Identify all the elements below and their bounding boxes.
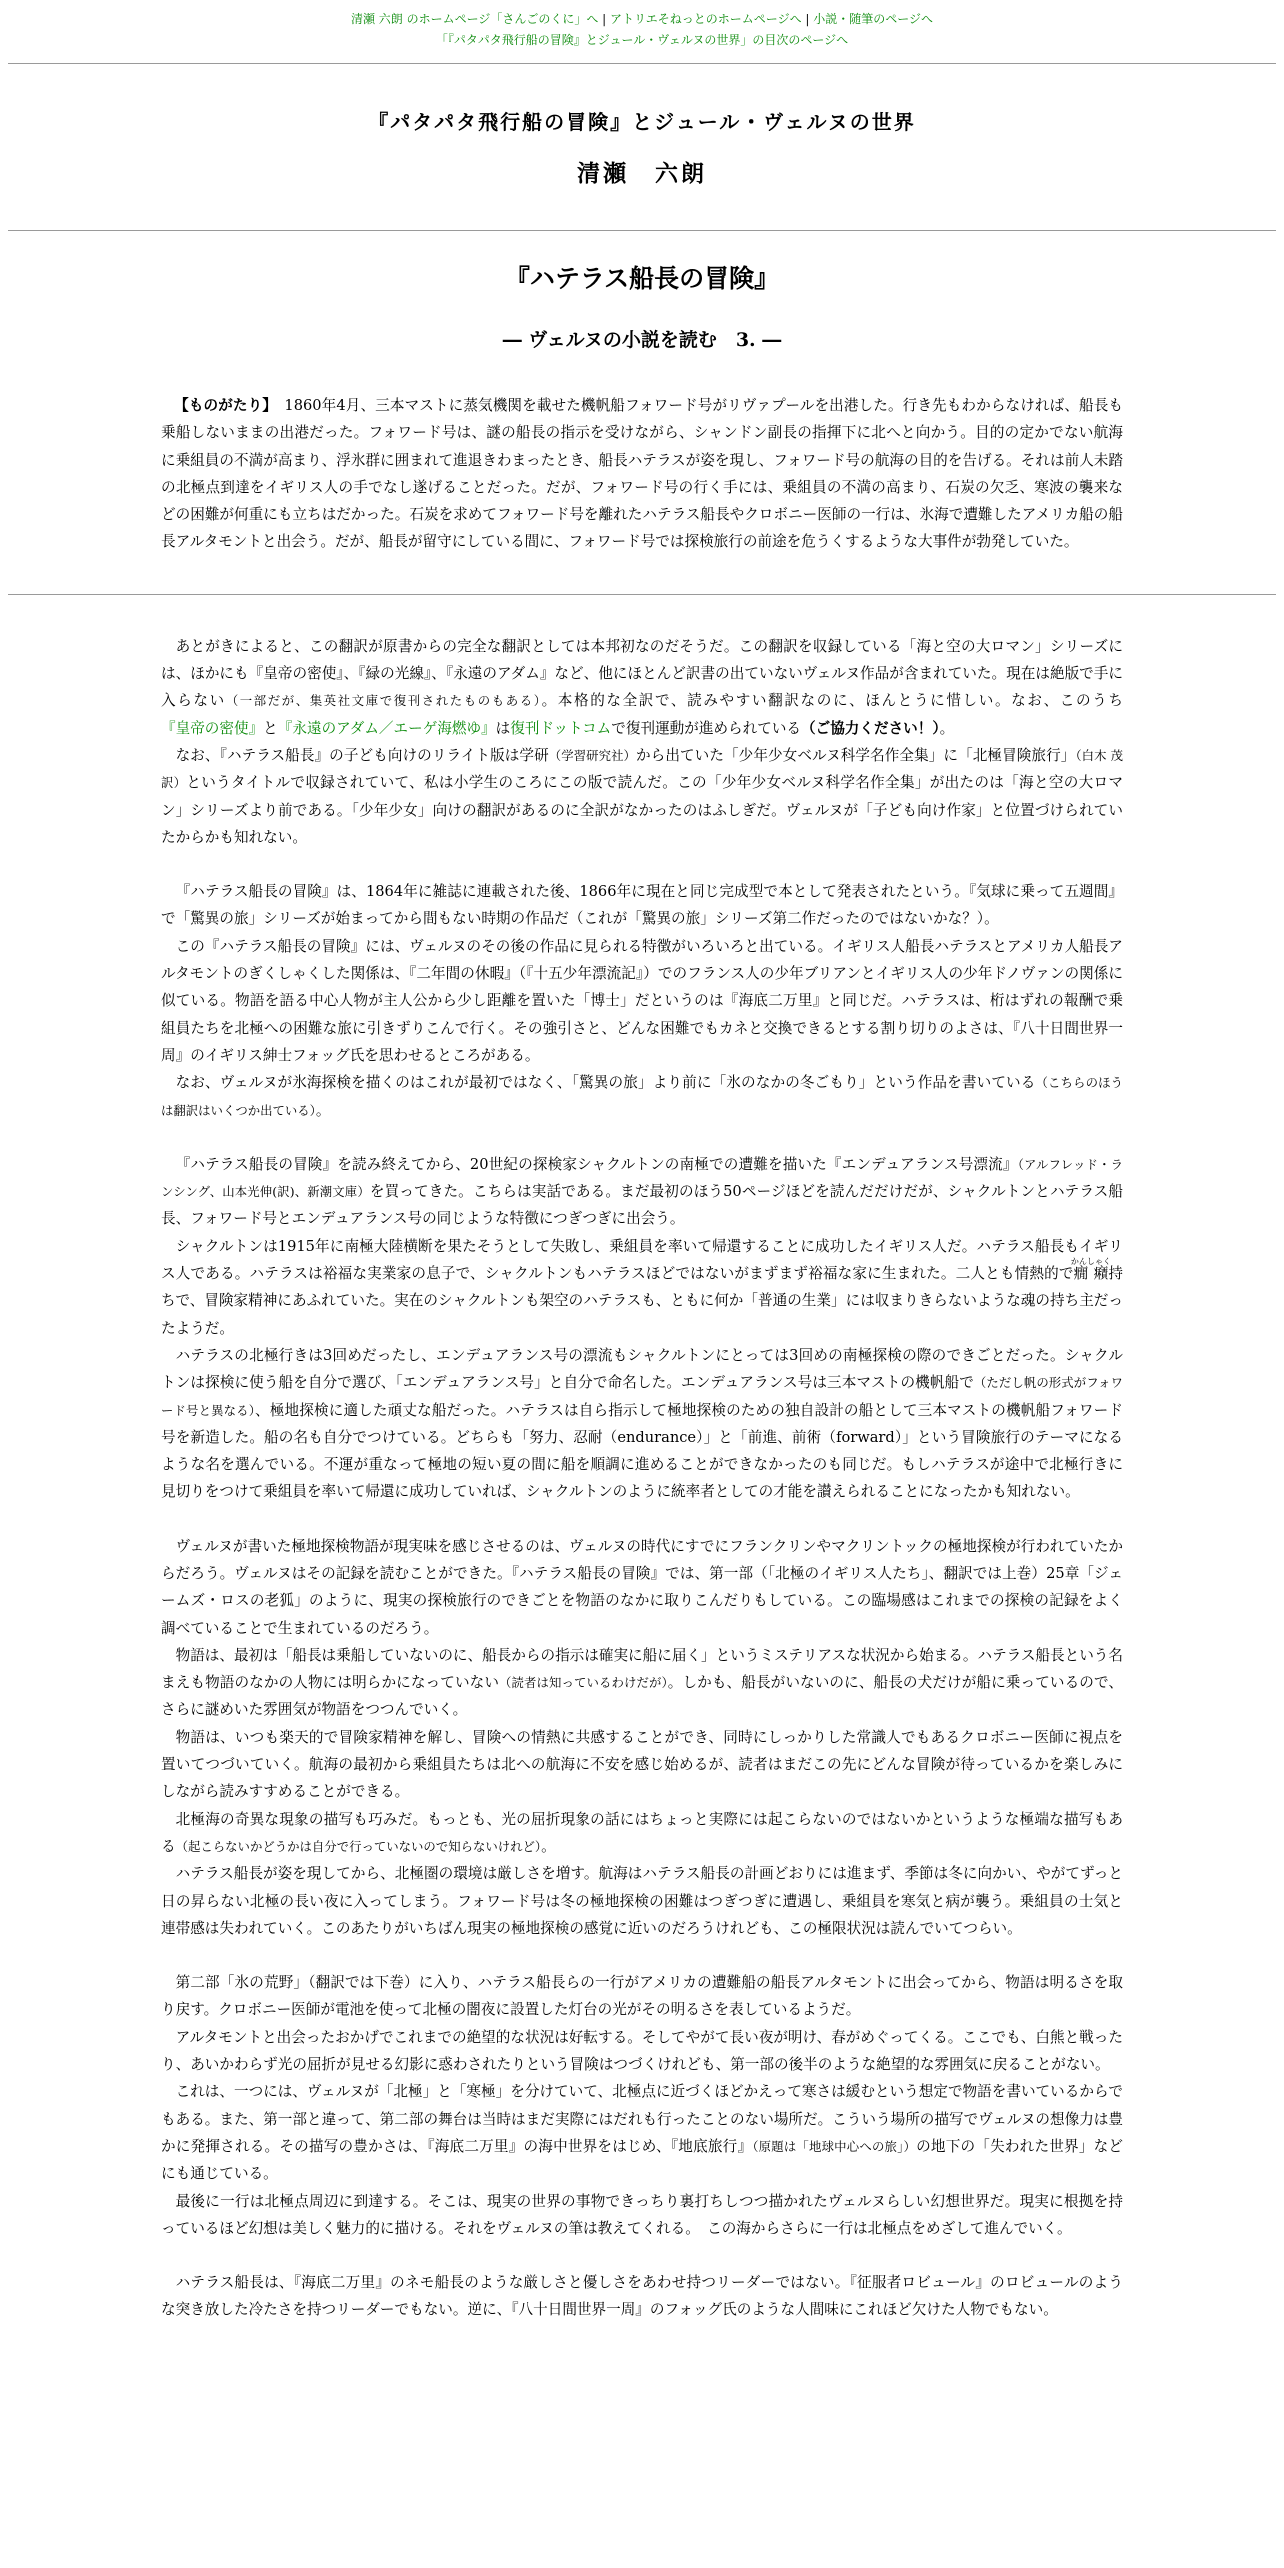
divider xyxy=(8,63,1276,64)
divider xyxy=(8,594,1276,595)
paragraph: なお、『ハテラス船長』の子ども向けのリライト版は学研（学習研究社）から出ていた「少年少女ベルヌ科学名作全集」に「北極冒険旅行」（白木 茂 訳）というタイトルで収録されていて、私は小学生のころにこの版で読んだ。この「少年少女ベルヌ科学名作全集」が出たのは「海と空の大ロマン」シリーズより前である。「少年少女」向けの翻訳があるのに全訳がなかったのはふしぎだ。ヴェルヌが「子ども向け作家」と位置づけられていたからかも知れない。 xyxy=(161,746,1124,846)
paragraph: これは、一つには、ヴェルヌが「北極」と「寒極」を分けていて、北極点に近づくほどかえって寒さは緩むという想定で物語を書いているからでもある。また、第一部と違って、第二部の舞台は当時はまだ実際にはだれも行ったことのない場所だ。こういう場所の描写でヴェルヌの想像力は豊かに発揮される。その描写の豊かさは、『海底二万里』の海中世界をはじめ、『地底旅行』（原題は「地球中心への旅」）の地下の「失われた世界」などにも通じている。 xyxy=(161,2083,1123,2183)
nav-line-2 xyxy=(0,30,1284,51)
story-label: 【ものがたり】 xyxy=(174,397,270,414)
series-title: 『パタパタ飛行船の冒険』とジュール・ヴェルヌの世界 xyxy=(368,110,916,134)
paragraph: ハテラス船長が姿を現してから、北極圏の環境は厳しさを増す。航海はハテラス船長の計画どおりには進まず、季節は冬に向かい、やがてずっと日の昇らない北極の長い夜に入ってしまう。フォワード号は冬の極地探検の困難はつぎつぎに遭遇し、乗組員を寒気と病が襲う。乗組員の士気と連帯感は失われていく。このあたりがいちばん現実の極地探検の感覚に近いのだろうけれども、この極限状況は読んでいてつらい。 xyxy=(161,1865,1123,1937)
table-of-contents-link[interactable]: 「『パタパタ飛行船の冒険』とジュール・ヴェルヌの世界」の目次のページへ xyxy=(435,33,849,47)
nav-line-1 xyxy=(0,9,1284,30)
paragraph: ハテラス船長は、『海底二万里』のネモ船長のような厳しさと優しさをあわせ持つリーダーではない。『征服者ロビュール』のロビュールのような突き放した冷たさを持つリーダーでもない。逆に、『八十日間世界一周』のフォッグ氏のような人間味にこれほど欠けた人物でもない。 xyxy=(161,2274,1123,2319)
eien-no-adam-link[interactable]: 『永遠のアダム／エーゲ海燃ゆ』 xyxy=(277,719,496,737)
article-title: 『ハテラス船長の冒険』 xyxy=(504,264,780,293)
koutei-no-misshi-link[interactable]: 『皇帝の密使』 xyxy=(161,719,264,737)
paragraph: 物語は、最初は「船長は乗船していないのに、船長からの指示は確実に船に届く」というミステリアスな状況から始まる。ハテラス船長という名まえも物語のなかの人物には明らかになっていない（読者は知っているわけだが）。しかも、船長がいないのに、船長の犬だけが船に乗っているので、さらに謎めいた雰囲気が物語をつつんでいく。 xyxy=(161,1646,1123,1719)
paragraph: 『ハテラス船長の冒険』は、1864年に雑誌に連載された後、1866年に現在と同じ完成型で本として発表されたという。『気球に乗って五週間』で「驚異の旅」シリーズが始まってから間もない時期の作品だ（これが「驚異の旅」シリーズ第二作だったのではないかな？）。 xyxy=(161,883,1123,928)
paragraph: ハテラスの北極行きは3回めだったし、エンデュアランス号の漂流もシャクルトンにとっては3回めの南極探検の際のできごとだった。シャクルトンは探検に使う船を自分で選び、「エンデュアランス号」と自分で命名した。エンデュアランス号は三本マストの機帆船で（ただし帆の形式がフォワード号と異なる）、極地探検に適した頑丈な船だった。ハテラスは自ら指示して極地探検のための独自設計の船として三本マストの機帆船フォワード号を新造した。船の名も自分でつけている。どちらも「努力、忍耐（endurance）」と「前進、前術（forward）」という冒険旅行のテーマになるような名を選んでいる。不運が重なって極地の短い夏の間に船を順調に進めることができなかったのも同じだ。もしハテラスが途中で北極行きに見切りをつけて乗組員を率いて帰還に成功していれば、シャクルトンのように統率者としての才能を讃えられることになったかも知れない。 xyxy=(161,1346,1123,1501)
paragraph: ヴェルヌが書いた極地探検物語が現実味を感じさせるのは、ヴェルヌの時代にすでにフランクリンやマクリントックの極地探検が行われていたからだろう。ヴェルヌはその記録を読むことができた。『ハテラス船長の冒険』では、第一部（「北極のイギリス人たち」、翻訳では上巻）25章「ジェームズ・ロスの老狐」のように、現実の探検旅行のできごとを物語のなかに取りこんだりもしている。この臨場感はこれまでの探検の記録をよく調べていることで生まれているのだろう。 xyxy=(161,1537,1123,1637)
ruby-annotation: 癇癪かんしゃく xyxy=(1070,1257,1111,1283)
paragraph: シャクルトンは1915年に南極大陸横断を果たそうとして失敗し、乗組員を率いて帰還することに成功したイギリス人だ。ハテラス船長もイギリス人である。ハテラスは裕福な実業家の息子で、シャクルトンもハテラスほどではないがまずまず裕福な家に生まれた。二人とも情熱的で癇癪かんしゃく持ちで、冒険家精神にあふれていた。実在のシャクルトンも架空のハテラスも、ともに何か「普通の生業」には収まりきらないような魂の持ち主だったようだ。 xyxy=(161,1237,1123,1337)
paragraph: 最後に一行は北極点周辺に到達する。そこは、現実の世界の事物できっちり裏打ちしつつ描かれたヴェルヌらしい幻想世界だ。現実に根拠を持っているほど幻想は美しく魅力的に描ける。それをヴェルヌの筆は教えてくれる。 この海からさらに一行は北極点をめざして進んでいく。 xyxy=(161,2192,1123,2237)
paragraph: 物語は、いつも楽天的で冒険家精神を解し、冒険への情熱に共感することができ、同時にしっかりした常識人でもあるクロボニー医師に視点を置いてつづいていく。航海の最初から乗組員たちは北への航海に不安を感じ始めるが、読者はまだこの先にどんな冒険が待っているかを楽しみにしながら読みすすめることができる。 xyxy=(161,1728,1123,1801)
paragraph: この『ハテラス船長の冒険』には、ヴェルヌのその後の作品に見られる特徴がいろいろと出ている。イギリス人船長ハテラスとアメリカ人船長アルタモントのぎくしゃくした関係は、『二年間の休暇』（『十五少年漂流記』）でのフランス人の少年ブリアンとイギリス人の少年ドノヴァンの関係に似ている。物語を語る中心人物が主人公から少し距離を置いた「博士」だというのは『海底二万里』と同じだ。ハテラスは、桁はずれの報酬で乗組員たちを北極への困難な旅に引きずりこんで行く。その強引さと、どんな困難でもカネと交換できるとする割り切りのよさは、『八十日間世界一周』のイギリス紳士フォッグ氏を思わせるところがある。 xyxy=(161,937,1123,1064)
paragraph: 第二部「氷の荒野」（翻訳では下巻）に入り、ハテラス船長らの一行がアメリカの遭難船の船長アルタモントに出会ってから、物語は明るさを取り戻す。クロボニー医師が電池を使って北極の闇夜に設置した灯台の光がその明るさを表しているようだ。 xyxy=(161,1974,1123,2019)
nav-separator: | xyxy=(602,12,607,26)
paragraph: 『ハテラス船長の冒険』を読み終えてから、20世紀の探検家シャクルトンの南極での遭難を描いた『エンデュアランス号漂流』（アルフレッド・ランシング、山本光伸(訳)、新潮文庫）を買ってきた。こちらは実話である。まだ最初のほう50ページほどを読んだだけだが、シャクルトンとハテラス船長、フォワード号とエンデュアランス号の同じような特徴につぎつぎに出会う。 xyxy=(161,1155,1124,1228)
nav-separator: | xyxy=(805,12,810,26)
paragraph: アルタモントと出会ったおかげでこれまでの絶望的な状況は好転する。そしてやがて長い夜が明け、春がめぐってくる。ここでも、白熊と戦ったり、あいかわらず光の屈折が見せる幻影に惑わされたりという冒険はつづくけれども、第一部の後半のような絶望的な雰囲気に戻ることがない。 xyxy=(161,2028,1123,2074)
top-navigation xyxy=(0,0,1284,51)
story-summary xyxy=(161,392,1123,556)
fukkan-dotcom-link[interactable]: 復刊ドットコム xyxy=(510,719,612,737)
story-text: 1860年4月、三本マストに蒸気機関を載せた機帆船フォワード号がリヴァプールを出港した。行き先もわからなければ、船長も乗船しないままの出港だった。フォワード号は、謎の船長の指示を受けながら、シャンドン副長の指揮下に北へと向かう。目的の定かでない航海に乗組員の不満が高まり、浮氷群に囲まれて進退きわまったとき、船長ハテラスが姿を現し、フォワード号の航海の目的を告げる。それは前人未踏の北極点到達をイギリス人の手でなし遂げることだった。だが、フォワード号の行く手には、乗組員の不満の高まり、石炭の欠乏、寒波の襲来などの困難が何重にも立ちはだかった。石炭を求めてフォワード号を離れたハテラス船長やクロボニー医師の一行は、氷海で遭難したアメリカ船の船長アルタモントと出会う。だが、船長が留守にしている間に、フォワード号では探検旅行の前途を危うくするような大事件が勃発していた。 xyxy=(161,397,1124,551)
novels-essays-link[interactable]: 小説・随筆のページへ xyxy=(813,12,934,26)
article-subtitle: ― ヴェルヌの小説を読む 3. ― xyxy=(502,329,782,351)
article-body xyxy=(161,633,1123,2324)
paragraph: あとがきによると、この翻訳が原書からの完全な翻訳としては本邦初なのだそうだ。この翻訳を収録している「海と空の大ロマン」シリーズには、ほかにも『皇帝の密使』、『緑の光線』、『永遠のアダム』など、他にほとんど訳書の出ていないヴェルヌ作品が含まれていた。現在は絶版で手に入らない（一部だが、集英社文庫で復刊されたものもある）。本格的な全訳で、読みやすい翻訳なのに、ほんとうに惜しい。なお、このうち『皇帝の密使』と『永遠のアダム／エーゲ海燃ゆ』は復刊ドットコムで復刊運動が進められている（ご協力ください！）。 xyxy=(161,637,1123,737)
paragraph: 北極海の奇異な現象の描写も巧みだ。もっとも、光の屈折現象の話にはちょっと実際には起こらないのではないかというような極端な描写もある（起こらないかどうかは自分で行っていないので知らないけれど）。 xyxy=(161,1810,1123,1855)
divider xyxy=(8,230,1276,231)
atelier-sonnet-link[interactable]: アトリエそねっとのホームページへ xyxy=(610,12,802,26)
paragraph: なお、ヴェルヌが氷海探検を描くのはこれが最初ではなく、「驚異の旅」より前に「氷のなかの冬ごもり」という作品を書いている（こちらのほうは翻訳はいくつか出ている）。 xyxy=(161,1074,1124,1119)
home-page-link[interactable]: 清瀬 六朗 のホームページ「さんごのくに」へ xyxy=(350,12,599,26)
author-name: 清瀬 六朗 xyxy=(577,160,707,187)
